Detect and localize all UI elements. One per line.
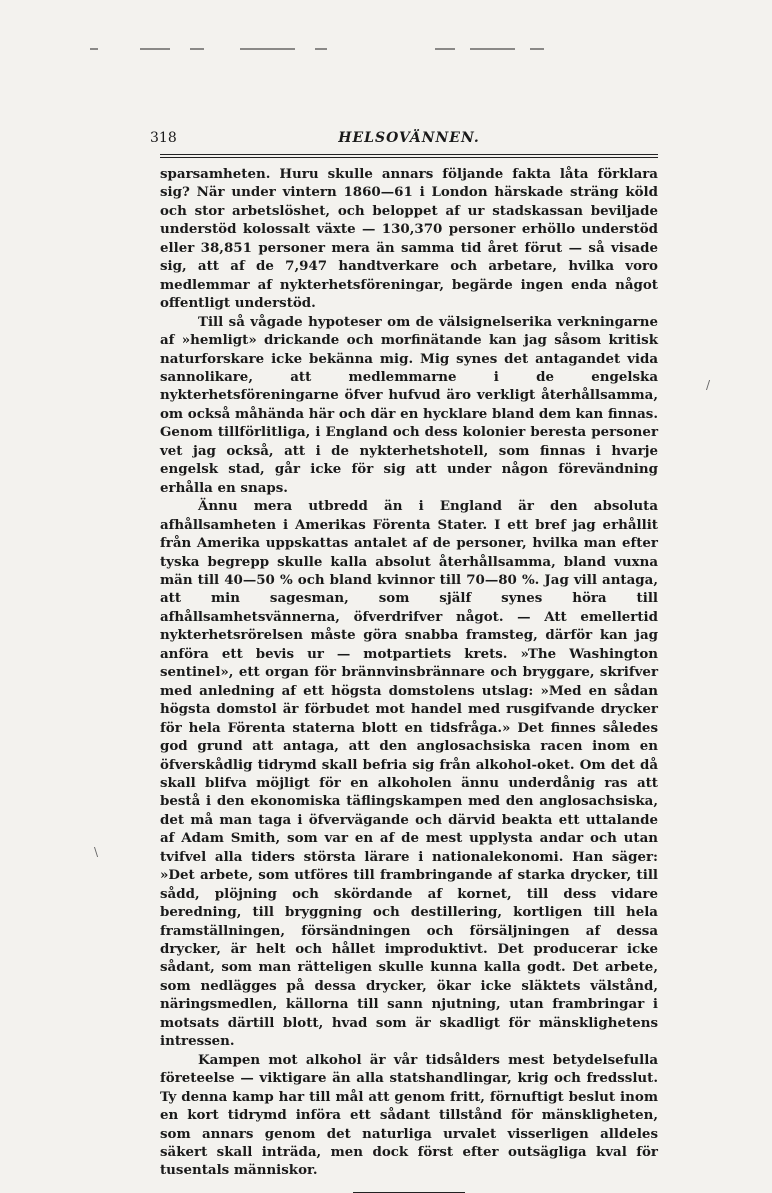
body-text (160, 165, 658, 1180)
scan-artifact-strip (90, 42, 650, 56)
paragraph-3: Ännu mera utbredd än i England är den absoluta afhållsamheten i Amerikas Förenta Stater. I ett bref jag erhållit från Amerika uppskattas antalet af de personer, hvilka man efter tyska begrepp skulle kalla absolut återhållsamma, bland vuxna män till 40—50 % och bland kvinnor till 70—80 %. Jag vill antaga, att min sagesman, som själf synes höra till afhållsamhetsvännerna, öfverdrifver något. — Att emellertid nykterhetsrörelsen måste göra snabba framsteg, därför kan jag anföra ett bevis ur — motpartiets krets. »The Washington sentinel», ett organ för brännvinsbrännare och bryggare, skrifver med anledning af ett högsta domstolens utslag: »Med en sådan högsta domstol är förbudet mot handel med rusgifvande drycker för hela Förenta staterna blott en tidsfråga.» Det finnes således god grund att antaga, att den anglosachsiska racen inom en öfverskådlig tidrymd skall befria sig från alkohol-oket. Om det då skall blifva möjligt för en alkoholen ännu underdånig ras att bestå i den ekonomiska täflingskampen med den anglosachsiska, det må man taga i öfvervägande och därvid beakta ett uttalande af Adam Smith, som var en af de mest upplysta andar och utan tvifvel alla tiders största lärare i nationalekonomi. Han säger: »Det arbete, som utföres till frambringande af starka drycker, till sådd, plöjning och skördande af kornet, till dess vidare beredning, till bryggning och destillering, kortligen till hela framställningen, försändningen och försäljningen af dessa drycker, är helt och hållet improduktivt. Det producerar icke sådant, som man rätteligen skulle kunna kalla godt. Det arbete, som nedlägges på dessa drycker, ökar icke släktets välstånd, näringsmedlen, källorna till sann njutning, utan frambringar i motsats därtill blott, hvad som är skadligt för mänsklighetens intressen. (160, 498, 658, 1050)
paragraph-4: Kampen mot alkohol är vår tidsålders mest betydelsefulla företeelse — viktigare än alla statshandlingar, krig och fredsslut. Ty denna kamp har till mål att genom fritt, förnuftigt beslut inom en kort tidrymd införa ett sådant tillstånd för mänskligheten, som annars genom det naturliga urvalet visserligen alldeles säkert skall inträda, men dock först efter outsägliga kval för tusentals människor. (160, 1051, 658, 1179)
margin-mark: \ (94, 845, 99, 859)
paragraph-1: sparsamheten. Huru skulle annars följande fakta låta förklara sig? När under vintern 1860—61 i London härskade sträng köld och stor arbetslöshet, och beloppet af ur stadskassan beviljade understöd kolossalt växte — 130,370 personer erhöllo understöd eller 38,851 personer mera än samma tid året förut — så visade sig, att af de 7,947 handtverkare och arbetare, hvilka voro medlemmar af nykterhetsföreningar, begärde ingen enda något offentligt understöd. (160, 166, 658, 312)
page-number: 318 (150, 130, 177, 146)
paragraph-2: Till så vågade hypoteser om de välsignelserika verkningarne af »hemligt» drickande och morfinätande kan jag såsom kritisk naturforskare icke bekänna mig. Mig synes det antagandet vida sannolikare, att medlemmarne i de engelska nykterhetsföreningarne öfver hufvud äro verkligt återhållsamma, om också måhända här och där en hycklare bland dem kan finnas. Genom tillförlitliga, i England och dess kolonier beresta personer vet jag också, att i de nykterhetshotell, som finnas i hvarje engelsk stad, går icke för sig att under någon förevändning erhålla en snaps. (160, 313, 658, 496)
book-page (150, 130, 658, 1193)
margin-mark: / (706, 378, 711, 392)
page-header (150, 130, 658, 155)
running-title: HELSOVÄNNEN. (338, 130, 480, 146)
